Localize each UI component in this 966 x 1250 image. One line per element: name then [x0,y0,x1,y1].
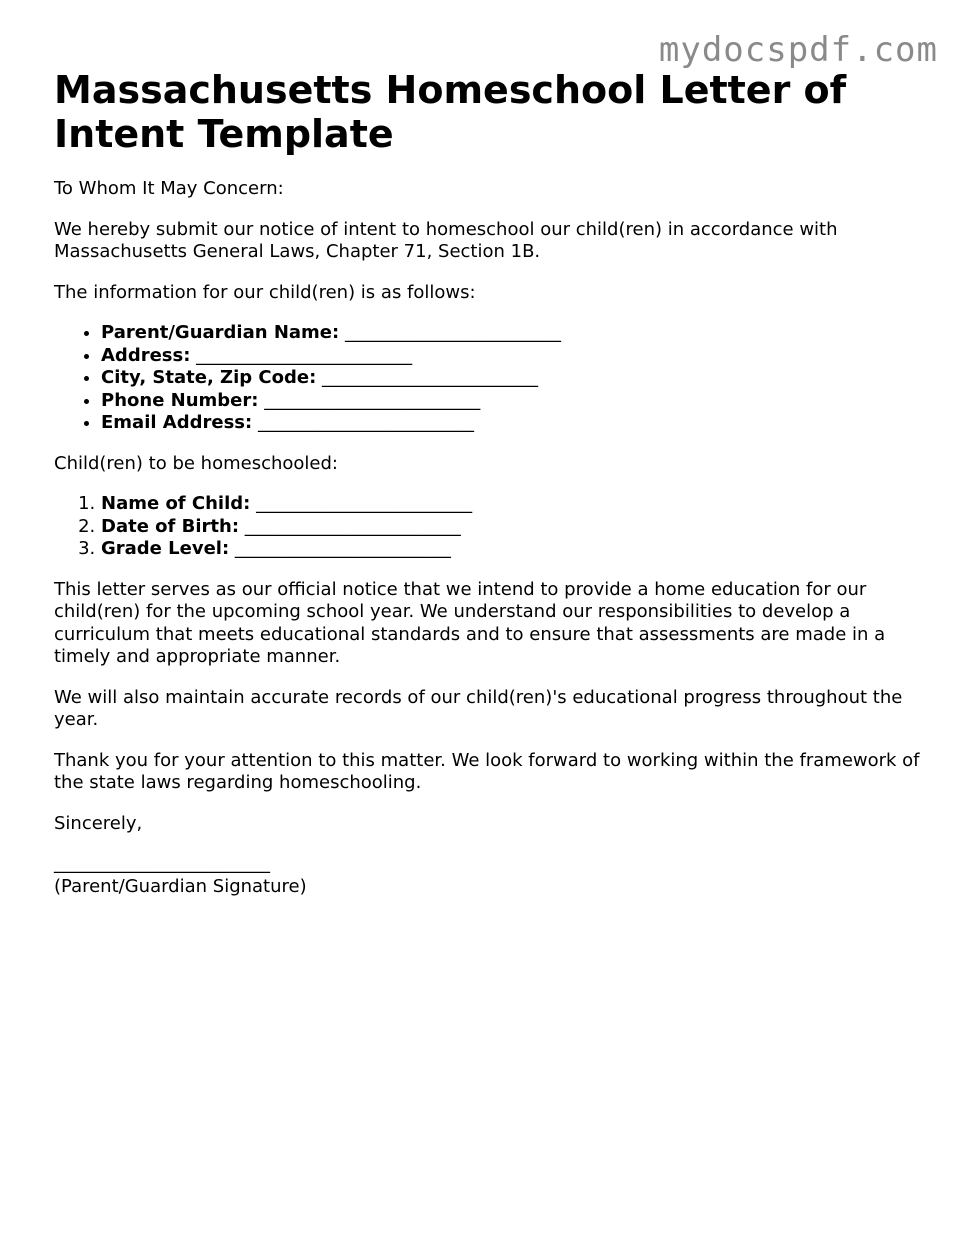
field-label: City, State, Zip Code: [101,367,317,388]
field-label: Parent/Guardian Name: [101,322,340,343]
salutation: To Whom It May Concern: [54,178,284,199]
field-blank: ________________________ [196,344,413,366]
page-title: Massachusetts Homeschool Letter of Intent Template [54,68,847,156]
field-blank: ________________________ [322,367,539,388]
field-blank: ________________________ [264,389,481,411]
field-blank: ________________________ [234,538,451,559]
list-item-date-of-birth [101,516,924,539]
closing: Sincerely, [54,812,143,834]
field-blank: ________________________ [244,515,461,537]
field-label: Grade Level: [101,538,230,559]
thanks-paragraph: Thank you for your attention to this matter. We look forward to working within the framework of the state laws regarding homeschooling. [54,749,920,793]
list-item-grade-level [101,538,924,561]
list-item-address [101,345,924,368]
list-item-parent-name [101,322,924,345]
signature-caption: (Parent/Guardian Signature) [54,875,307,897]
signature-line: ________________________ [54,853,270,874]
list-item-phone [101,390,924,413]
field-label: Address: [101,344,191,366]
list-item-email [101,412,924,435]
field-label: Email Address: [101,412,253,433]
watermark: mydocspdf.com [658,30,938,70]
letter-document [54,68,924,916]
list-item-child-name [101,493,924,516]
intro-paragraph: We hereby submit our notice of intent to homeschool our child(ren) in accordance with Massachusetts General Laws, Chapter 71, Section 1B. [54,218,838,262]
child-info-list [54,493,924,561]
field-label: Name of Child: [101,493,251,514]
info-heading: The information for our child(ren) is as follows: [54,281,476,303]
list-item-city-state-zip [101,367,924,390]
records-paragraph: We will also maintain accurate records of our child(ren)'s educational progress throughout the year. [54,686,903,730]
notice-paragraph: This letter serves as our official notice that we intend to provide a home education for our child(ren) for the upcoming school year. We understand our responsibilities to develop a curriculum that meets educational standards and to ensure that assessments are made in a timely and appropriate manner. [54,578,886,667]
field-blank: ________________________ [344,322,561,343]
field-blank: ________________________ [256,493,473,514]
children-heading: Child(ren) to be homeschooled: [54,452,338,474]
field-blank: ________________________ [257,412,474,433]
signature-block [54,853,924,898]
parent-info-list [54,322,924,435]
field-label: Date of Birth: [101,515,240,537]
field-label: Phone Number: [101,389,259,411]
